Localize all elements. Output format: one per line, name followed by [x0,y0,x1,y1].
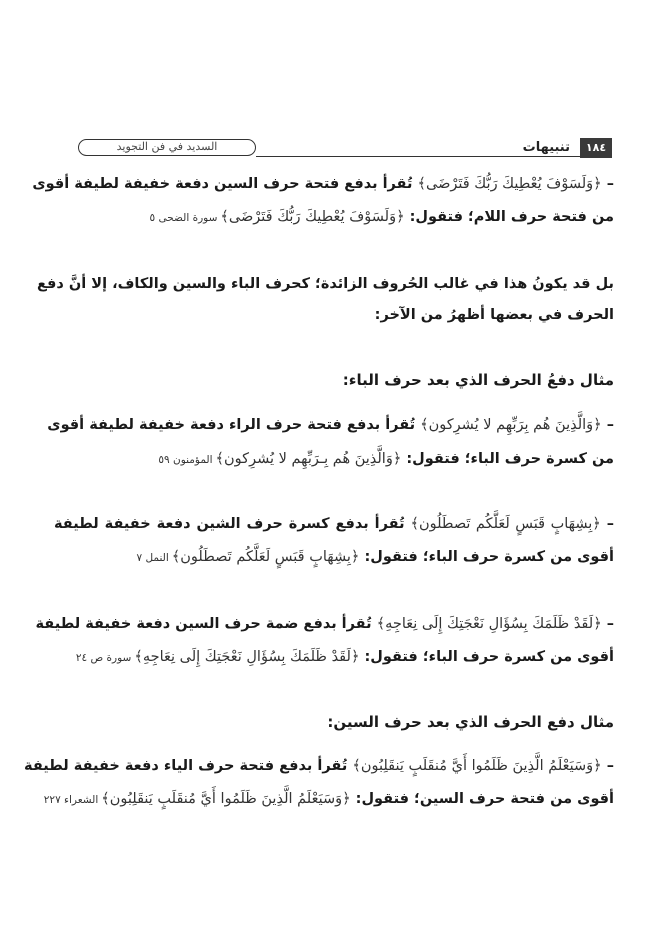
example-2-line-2: من كسرة حرف الباء؛ فتقول: ﴿وَالَّذِينَ هُم بِـرَبِّهِم لا يُشرِكون﴾المؤمنون ٥٩ [158,451,614,467]
quran-verse: ﴿بِشِهَابٍ قَبَسٍ لَعَلَّكُم تَصطَلُون﴾ [171,549,360,565]
quran-verse: ﴿وَلَسَوْفَ يُعْطِيكَ رَبُّكَ فَتَرْضَى﴾ [417,176,602,192]
quran-verse: ﴿وَسَيَعْلَمُ الَّذِينَ ظَلَمُوا أَيَّ مُنقَلَبٍ يَنقَلِبُون﴾ [101,791,351,807]
header-rule [256,156,580,157]
example-5-line-1: – ﴿وَسَيَعْلَمُ الَّذِينَ ظَلَمُوا أَيَّ مُنقَلَبٍ يَنقَلِبُون﴾ تُقرأ بدفع فتحة حرف الياء دفعة خفيفة لطيفة [24,758,614,774]
example-2-line-1: – ﴿وَالَّذِينَ هُم بِرَبِّهِم لا يُشرِكون﴾ تُقرأ بدفع فتحة حرف الراء دفعة خفيفة لطيفة أقوى [47,417,614,433]
verse-reference: الشعراء ٢٢٧ [43,794,99,806]
book-title: السديد في فن التجويد [78,139,256,156]
example-1-line-2: من فتحة حرف اللام؛ فتقول: ﴿وَلَسَوْفَ يُعْطِيكَ رَبُّكَ فَتَرْضَى﴾سورة الضحى ٥ [149,209,614,225]
running-header [78,138,612,158]
example-3-line-1: – ﴿بِشِهَابٍ قَبَسٍ لَعَلَّكُم تَصطَلُون﴾ تُقرأ بدفع كسرة حرف الشين دفعة خفيفة لطيفة [54,516,614,532]
quran-verse: ﴿بِشِهَابٍ قَبَسٍ لَعَلَّكُم تَصطَلُون﴾ [410,516,601,532]
paragraph-line-2: الحرف في بعضها أظهرُ من الآخر: [374,307,614,323]
chapter-title: تنبيهات [522,140,570,155]
example-1-line-1: – ﴿وَلَسَوْفَ يُعْطِيكَ رَبُّكَ فَتَرْضَى﴾ تُقرأ بدفع فتحة حرف السين دفعة خفيفة لطيفة أقوى [32,176,614,192]
example-4-line-2: أقوى من كسرة حرف الباء؛ فتقول: ﴿لَقَدْ ظَلَمَكَ بِسُؤَالِ نَعْجَتِكَ إِلَى نِعَاجِهِ﴾سورة ص ٢٤ [75,649,614,665]
quran-verse: ﴿وَسَيَعْلَمُ الَّذِينَ ظَلَمُوا أَيَّ مُنقَلَبٍ يَنقَلِبُون﴾ [352,758,602,774]
quran-verse: ﴿وَالَّذِينَ هُم بِرَبِّهِم لا يُشرِكون﴾ [420,417,602,433]
quran-verse: ﴿وَلَسَوْفَ يُعْطِيكَ رَبُّكَ فَتَرْضَى﴾ [220,209,405,225]
page-number: ١٨٤ [580,138,612,158]
section-heading-sin: مثال دفع الحرف الذي بعد حرف السين: [327,713,614,731]
example-4-line-1: – ﴿لَقَدْ ظَلَمَكَ بِسُؤَالِ نَعْجَتِكَ إِلَى نِعَاجِهِ﴾ تُقرأ بدفع ضمة حرف السين دفعة خفيفة لطيفة [35,616,614,632]
example-3-line-2: أقوى من كسرة حرف الباء؛ فتقول: ﴿بِشِهَابٍ قَبَسٍ لَعَلَّكُم تَصطَلُون﴾النمل ٧ [136,549,614,565]
quran-verse: ﴿لَقَدْ ظَلَمَكَ بِسُؤَالِ نَعْجَتِكَ إِلَى نِعَاجِهِ﴾ [134,649,360,665]
section-heading-ba: مثال دفعُ الحرف الذي بعد حرف الباء: [342,371,614,389]
verse-reference: النمل ٧ [136,552,169,564]
verse-reference: سورة الضحى ٥ [149,212,218,224]
verse-reference: المؤمنون ٥٩ [158,454,213,466]
verse-reference: سورة ص ٢٤ [75,652,132,664]
paragraph-line-1: بل قد يكونُ هذا في غالب الحُروف الزائدة؛ كحرف الباء والسين والكاف، إلا أنَّ دفع [36,276,614,292]
example-5-line-2: أقوى من فتحة حرف السين؛ فتقول: ﴿وَسَيَعْلَمُ الَّذِينَ ظَلَمُوا أَيَّ مُنقَلَبٍ يَنقَلِبُون﴾الشعراء ٢٢٧ [43,791,614,807]
quran-verse: ﴿وَالَّذِينَ هُم بِـرَبِّهِم لا يُشرِكون﴾ [215,451,402,467]
quran-verse: ﴿لَقَدْ ظَلَمَكَ بِسُؤَالِ نَعْجَتِكَ إِلَى نِعَاجِهِ﴾ [376,616,602,632]
